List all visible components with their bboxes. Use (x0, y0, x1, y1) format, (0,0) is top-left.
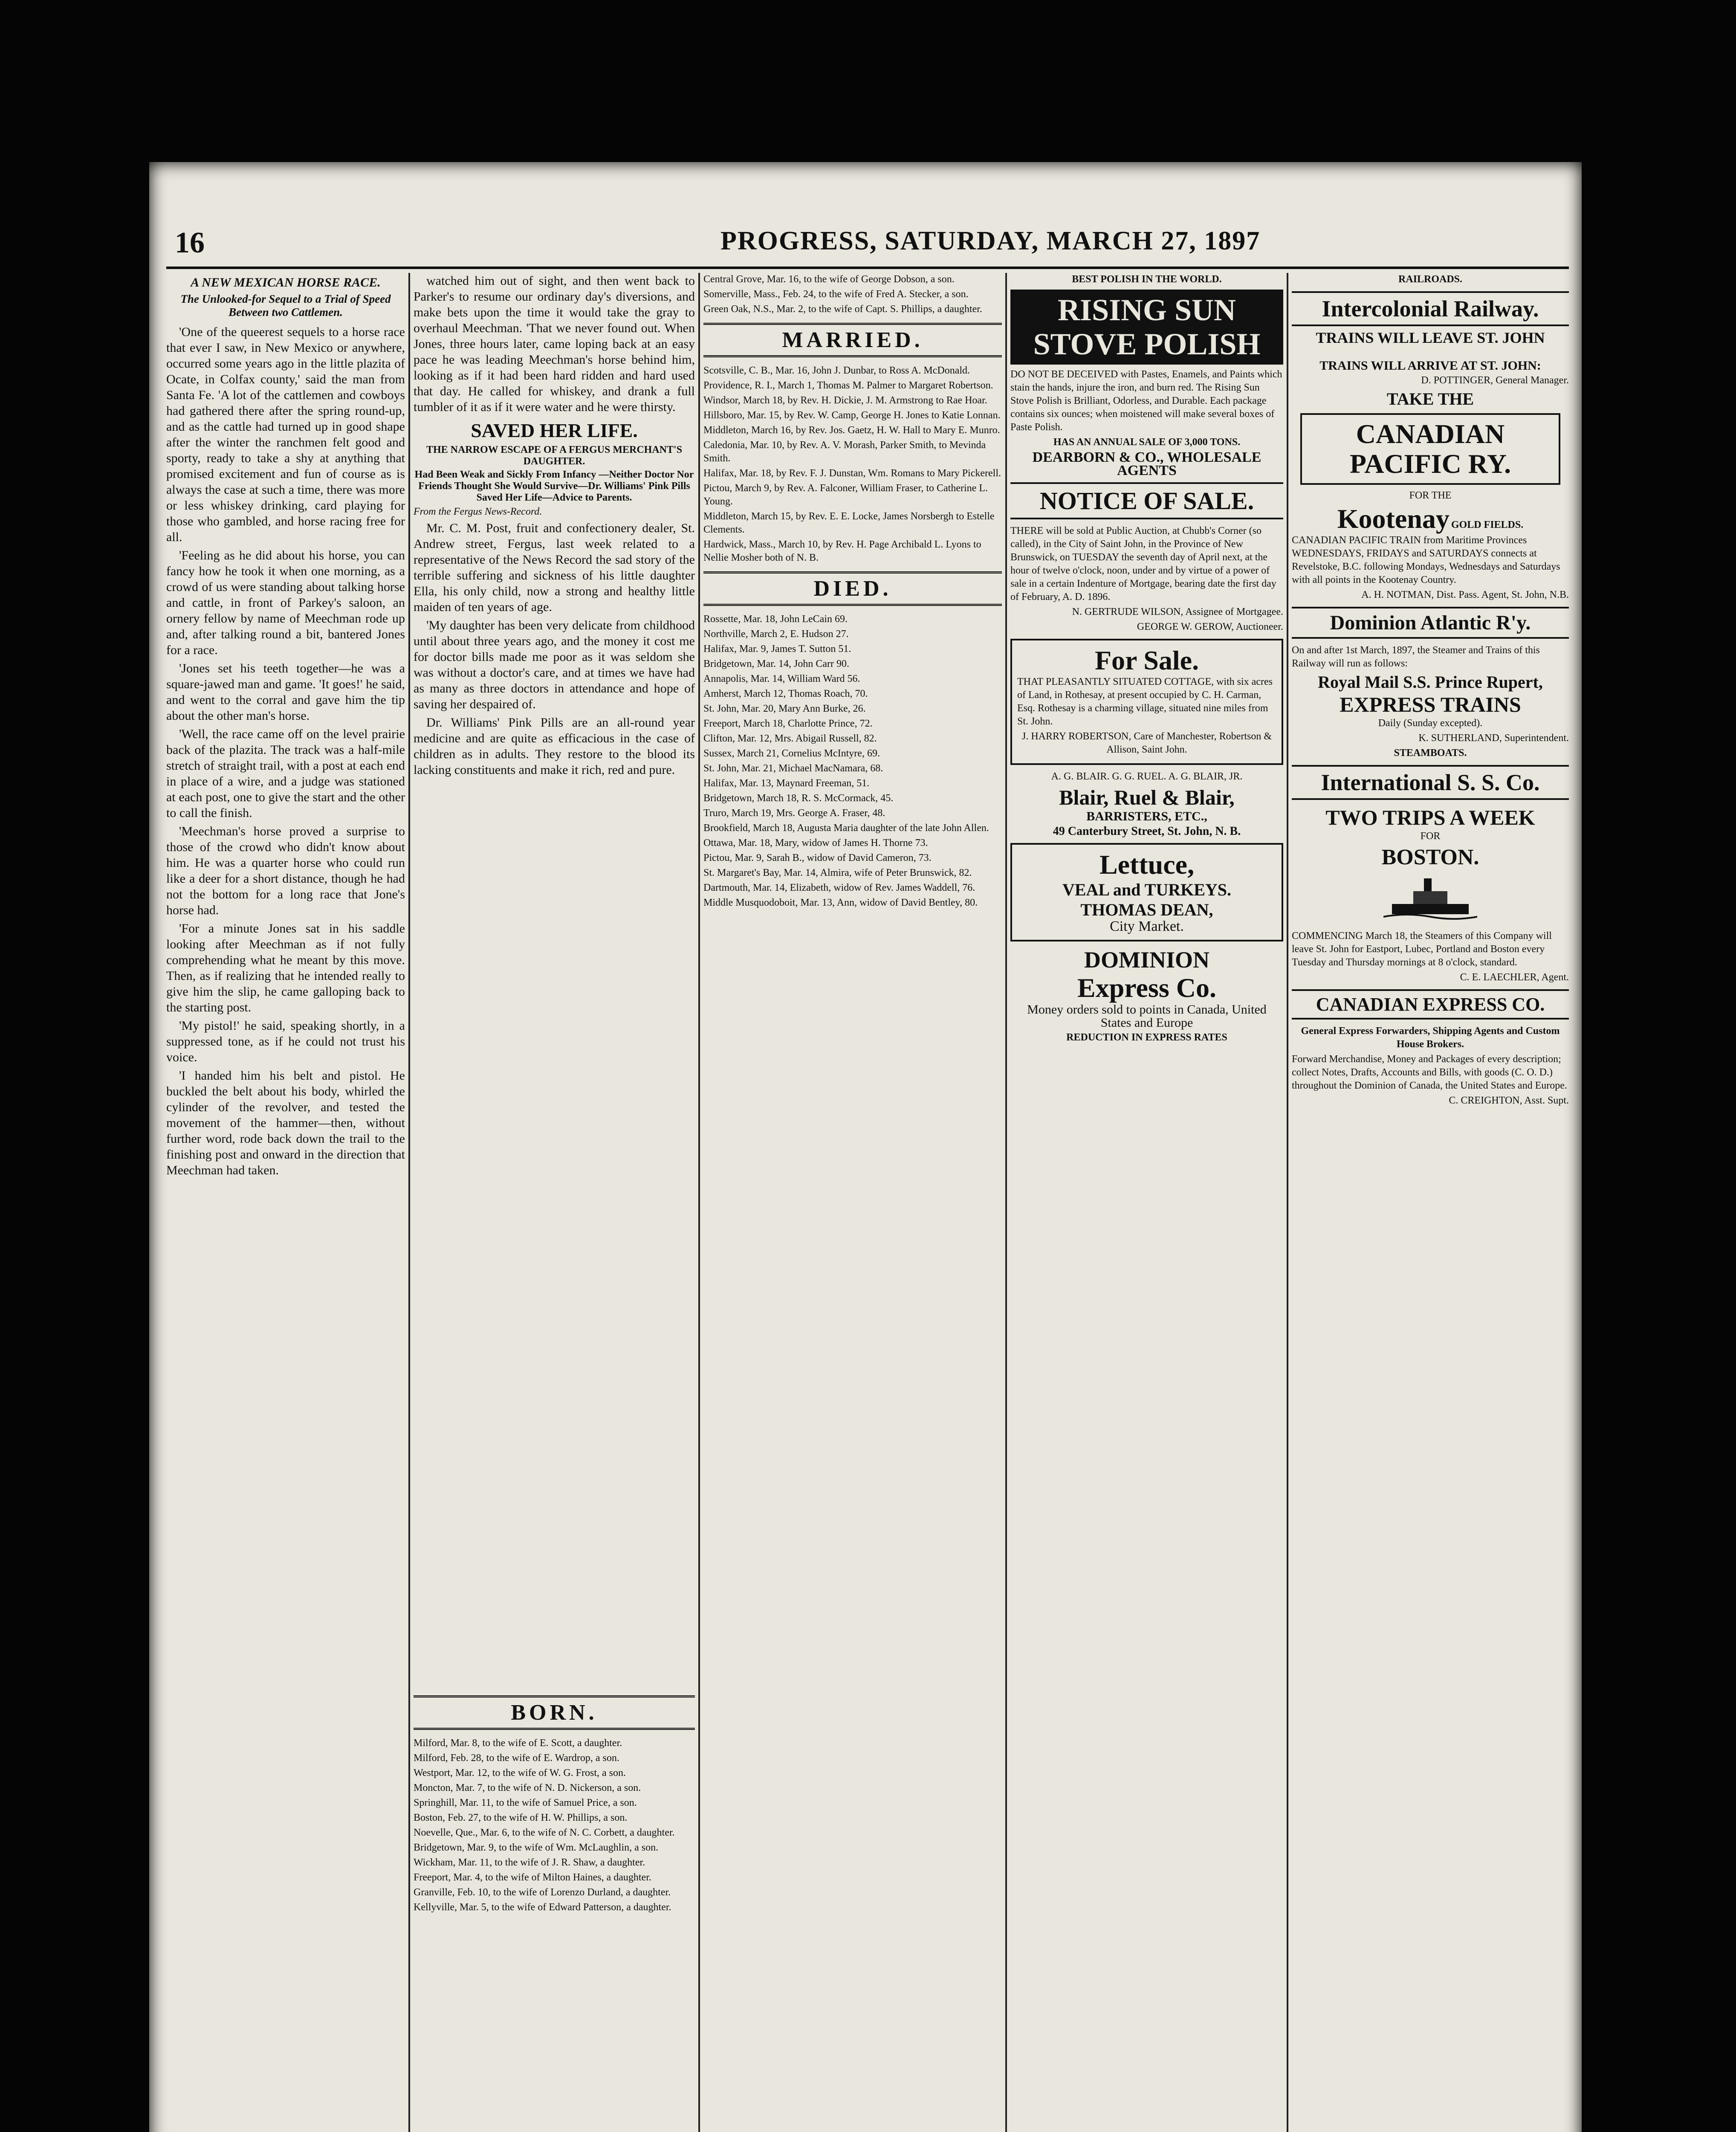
intercolonial-leave: TRAINS WILL LEAVE ST. JOHN (1316, 329, 1545, 346)
dominion-atlantic-title: Dominion Atlantic R'y. (1292, 607, 1569, 639)
list-item: Boston, Feb. 27, to the wife of H. W. Phillips, a son. (414, 1812, 628, 1823)
lettuce-name: THOMAS DEAN, (1080, 900, 1213, 919)
list-item: Middle Musquodoboit, Mar. 13, Ann, widow of David Bentley, 80. (703, 897, 978, 908)
express-trains-daily: Daily (Sunday excepted). (1378, 718, 1483, 729)
iss-for: FOR (1420, 831, 1441, 842)
iss-text: COMMENCING March 18, the Steamers of this Company will leave St. John for Eastport, Lubec, Portland and Boston every Tuesday and Thursday mornings at 8 o'clock, standard. (1292, 930, 1552, 968)
lettuce-place: City Market. (1110, 918, 1184, 934)
law-firm-title: Blair, Ruel & Blair, (1059, 785, 1235, 809)
list-item: Wickham, Mar. 11, to the wife of J. R. Shaw, a daughter. (414, 1857, 645, 1868)
polish-agent: DEARBORN & CO., WHOLESALE AGENTS (1032, 449, 1261, 478)
list-item: Middleton, March 16, by Rev. Jos. Gaetz, H. W. Hall to Mary E. Munro. (703, 425, 1000, 436)
canadian-express-sub: General Express Forwarders, Shipping Agents and Custom House Brokers. (1301, 1025, 1560, 1050)
polish-kicker: BEST POLISH IN THE WORLD. (1072, 274, 1222, 285)
dominion-atlantic-text: On and after 1st March, 1897, the Steamer and Trains of this Railway will run as follows: (1292, 645, 1540, 669)
list-item: Providence, R. I., March 1, Thomas M. Palmer to Margaret Robertson. (703, 380, 993, 391)
paragraph: Dr. Williams' Pink Pills are an all-round year medicine and are quite as efficacious in the case of children as in adults. They restore to the blood its lacking constituents and make it rich, red and pure. (414, 715, 695, 777)
column-horse-race (166, 273, 405, 2132)
intercolonial-arrive: TRAINS WILL ARRIVE AT ST. JOHN: (1319, 359, 1541, 373)
list-item: Northville, March 2, E. Hudson 27. (703, 629, 849, 640)
list-item: St. Margaret's Bay, Mar. 14, Almira, wife of Peter Brunswick, 82. (703, 867, 972, 878)
steamboats-heading: STEAMBOATS. (1394, 747, 1467, 759)
page-number: 16 (175, 226, 205, 259)
notice-auctioneer: GEORGE W. GEROW, Auctioneer. (1137, 621, 1283, 632)
polish-sale: HAS AN ANNUAL SALE OF 3,000 TONS. (1053, 437, 1241, 448)
paragraph: watched him out of sight, and then went back to Parker's to resume our ordinary day's diversions, and make bets upon the time it would take the gray to overhaul Meechman. 'That we never found out. When Jones, three hours later, came loping back at an easy pace he was leading Meechman's horse behind him, looking as if it had been hard ridden and hard used that day. He called for whiskey, and drank a full tumbler of it as if it were water and he were thirsty. (414, 274, 695, 414)
list-item: Freeport, March 18, Charlotte Prince, 72. (703, 718, 873, 729)
list-item: Milford, Feb. 28, to the wife of E. Wardrop, a son. (414, 1753, 619, 1764)
cpr-text: CANADIAN PACIFIC TRAIN from Maritime Provinces WEDNESDAYS, FRIDAYS and SATURDAYS connects at Revelstoke, B.C. following Mondays, Wednesdays and Saturdays with all points in the Kootenay Country. (1292, 535, 1560, 585)
paragraph: 'I handed him his belt and pistol. He buckled the belt about his body, whirled the cylinder of the revolver, and tested the movement of the hammer—then, without further word, rode back down the trail to the finishing post and onward in the direction that Meechman had taken. (166, 1069, 405, 1177)
list-item: Noevelle, Que., Mar. 6, to the wife of N. C. Corbett, a daughter. (414, 1827, 675, 1838)
iss-signature: C. E. LAECHLER, Agent. (1460, 972, 1569, 983)
dateline: PROGRESS, SATURDAY, MARCH 27, 1897 (720, 226, 1261, 255)
for-sale-ad (1010, 639, 1283, 765)
cpr-signature: A. H. NOTMAN, Dist. Pass. Agent, St. John, N.B. (1361, 589, 1569, 600)
cpr-take: TAKE THE (1386, 389, 1474, 408)
railroads-heading: RAILROADS. (1398, 274, 1463, 285)
list-item: Milford, Mar. 8, to the wife of E. Scott, a daughter. (414, 1738, 622, 1749)
paragraph: 'My daughter has been very delicate from childhood until about three years ago, and the money it cost me for doctor bills made me poor as it was seldom she was without a doctor's care, and at times we have had as many as three doctors in attendance and hope of saving her despaired of. (414, 618, 695, 711)
list-item: Central Grove, Mar. 16, to the wife of George Dobson, a son. (703, 274, 955, 285)
notice-of-sale-title: NOTICE OF SALE. (1010, 482, 1283, 519)
notice-text: THERE will be sold at Public Auction, at Chubb's Corner (so called), in the City of Saint John, in the Province of New Brunswick, on TUESDAY the seventh day of April next, at the hour of twelve o'clock, noon, under and by virtue of a power of sale in a certain Indenture of Mortgage, bearing date the first day of February, A. D. 1896. (1010, 525, 1276, 603)
column-rule (698, 273, 700, 2132)
born-section (414, 1689, 695, 2123)
list-item: Middleton, March 15, by Rev. E. E. Locke, James Norsbergh to Estelle Clements. (703, 511, 995, 535)
list-item: Kellyville, Mar. 5, to the wife of Edward Patterson, a daughter. (414, 1902, 671, 1913)
lettuce-title: Lettuce, (1099, 849, 1195, 880)
list-item: Caledonia, Mar. 10, by Rev. A. V. Morash, Parker Smith, to Mevinda Smith. (703, 440, 986, 464)
paragraph: 'For a minute Jones sat in his saddle looking after Meechman as if not fully comprehending what he meant by this move. Then, as if realizing that he intended really to give him the slip, he came galloping back to the starting post. (166, 921, 405, 1014)
list-item: Green Oak, N.S., Mar. 2, to the wife of Capt. S. Phillips, a daughter. (703, 304, 982, 315)
list-item: St. John, Mar. 20, Mary Ann Burke, 26. (703, 703, 866, 714)
law-firm-sub: BARRISTERS, ETC., (1086, 809, 1207, 823)
express-rates-heading: REDUCTION IN EXPRESS RATES (1066, 1032, 1227, 1043)
paragraph: 'Jones set his teeth together—he was a square-jawed man and game. 'It goes!' he said, and went to the corral and gave him the tip about the other man's horse. (166, 661, 405, 723)
cpr-for: FOR THE (1409, 490, 1452, 501)
article-subdeck: Had Been Weak and Sickly From Infancy —Neither Doctor Nor Friends Thought She Would Survive—Dr. Williams' Pink Pills Saved Her Life—Advice to Parents. (414, 469, 694, 503)
column-rule (408, 273, 410, 2132)
lettuce-sub: VEAL and TURKEYS. (1062, 880, 1232, 899)
paragraph: 'Well, the race came off on the level prairie back of the plazita. The track was a half-mile stretch of straight trail, with a post at each end in place of a wire, and a judge was stationed at each post, one to give the start and the other to call the finish. (166, 727, 405, 820)
cpr-logo: CANADIAN PACIFIC RY. (1300, 413, 1560, 485)
for-sale-title: For Sale. (1094, 645, 1199, 675)
list-item: Halifax, Mar. 18, by Rev. F. J. Dunstan, Wm. Romans to Mary Pickerell. (703, 468, 1001, 479)
list-item: Springhill, Mar. 11, to the wife of Samuel Price, a son. (414, 1797, 637, 1808)
for-sale-contact: J. HARRY ROBERTSON, Care of Manchester, Robertson & Allison, Saint John. (1022, 731, 1272, 755)
list-item: Scotsville, C. B., Mar. 16, John J. Dunbar, to Ross A. McDonald. (703, 365, 970, 376)
law-partners: A. G. BLAIR. G. G. RUEL. A. G. BLAIR, JR. (1051, 771, 1243, 782)
masthead-rule (166, 266, 1569, 269)
rising-sun-logo: RISING SUN STOVE POLISH (1010, 290, 1283, 365)
article-headline: SAVED HER LIFE. (471, 420, 638, 441)
list-item: Annapolis, Mar. 14, William Ward 56. (703, 673, 860, 684)
list-item: Bridgetown, Mar. 9, to the wife of Wm. McLaughlin, a son. (414, 1842, 659, 1853)
list-item: Pictou, Mar. 9, Sarah B., widow of David Cameron, 73. (703, 852, 932, 863)
dominion-atlantic-signature: K. SUTHERLAND, Superintendent. (1418, 733, 1569, 744)
column-advertisements (1010, 273, 1283, 2132)
masthead (149, 226, 1582, 264)
list-item: Amherst, March 12, Thomas Roach, 70. (703, 688, 868, 699)
article-deck: The Unlooked-for Sequel to a Trial of Speed Between two Cattlemen. (180, 293, 391, 319)
list-item: Halifax, Mar. 9, James T. Sutton 51. (703, 643, 851, 655)
newspaper-page (149, 162, 1582, 2132)
for-sale-text: THAT PLEASANTLY SITUATED COTTAGE, with six acres of Land, in Rothesay, at present occupied by C. H. Carman, Esq. Rothesay is a charming village, situated nine miles from St. John. (1017, 676, 1273, 727)
column-rule (1287, 273, 1288, 2132)
article-deck: THE NARROW ESCAPE OF A FERGUS MERCHANT'S DAUGHTER. (426, 444, 683, 467)
dominion-atlantic-ship: Royal Mail S.S. Prince Rupert, (1318, 672, 1543, 692)
list-item: Somerville, Mass., Feb. 24, to the wife of Fred A. Stecker, a son. (703, 289, 969, 300)
lettuce-ad (1010, 843, 1283, 941)
paragraph: 'One of the queerest sequels to a horse race that ever I saw, in New Mexico or anywhere, occurred some years ago in the little plazita of Ocate, in Colfax county,' said the man from Santa Fe. 'A lot of the cattlemen and cowboys had gathered there after the spring round-up, and as the cattle had turned up in good shape after the winter the ranchmen felt good and sporty, ready to take a shy at anything that promised excitement and fun of course as is always the case at such a time, there was more or less whiskey drinking, card playing for those who gambled, and horse racing free for all. (166, 325, 405, 544)
article-source: From the Fergus News-Record. (414, 506, 542, 517)
notice-signature: N. GERTRUDE WILSON, Assignee of Mortgagee. (1072, 606, 1283, 617)
paragraph: 'Feeling as he did about his horse, you can fancy how he took it when one morning, as a crowd of us were standing about talking horse and cattle, in front of Parkey's saloon, an ornery fellow by name of Meechman rode up and, after talking round a bit, bantered Jones for a race. (166, 548, 405, 657)
column-notices (703, 273, 1002, 2132)
list-item: Sussex, March 21, Cornelius McIntyre, 69. (703, 748, 880, 759)
list-item: Hardwick, Mass., March 10, by Rev. H. Page Archibald L. Lyons to Nellie Mosher both of N. B. (703, 539, 981, 563)
international-ss-title: International S. S. Co. (1292, 765, 1569, 800)
list-item: Granville, Feb. 10, to the wife of Lorenzo Durland, a daughter. (414, 1887, 671, 1898)
kootenay-label: Kootenay (1337, 504, 1450, 534)
list-item: Rossette, Mar. 18, John LeCain 69. (703, 614, 848, 625)
list-item: Pictou, March 9, by Rev. A. Falconer, William Fraser, to Catherine L. Young. (703, 483, 988, 507)
express-text: Money orders sold to points in Canada, United States and Europe (1027, 1002, 1267, 1030)
paragraph: 'My pistol!' he said, speaking shortly, in a suppressed tone, as if he could not trust his voice. (166, 1019, 405, 1064)
list-item: Hillsboro, Mar. 15, by Rev. W. Camp, George H. Jones to Katie Lonnan. (703, 410, 1001, 421)
canadian-express-signature: C. CREIGHTON, Asst. Supt. (1449, 1095, 1569, 1106)
polish-text: DO NOT BE DECEIVED with Pastes, Enamels, and Paints which stain the hands, injure the iron, and burn red. The Rising Sun Stove Polish is Brilliant, Odorless, and Durable. Each package contains six ounces; when moistened will make several boxes of Paste Polish. (1010, 369, 1282, 433)
list-item: Ottawa, Mar. 18, Mary, widow of James H. Thorne 73. (703, 837, 928, 849)
intercolonial-signature: D. POTTINGER, General Manager. (1421, 375, 1569, 386)
express-sub: Express Co. (1077, 973, 1216, 1003)
list-item: Truro, March 19, Mrs. George A. Fraser, 48. (703, 808, 885, 819)
two-trips-heading: TWO TRIPS A WEEK (1325, 805, 1535, 829)
column-rule (1005, 273, 1007, 2132)
canadian-express-title: CANADIAN EXPRESS CO. (1292, 989, 1569, 1020)
list-item: St. John, Mar. 21, Michael MacNamara, 68. (703, 763, 883, 774)
boston-heading: BOSTON. (1381, 845, 1479, 869)
article-kicker: A NEW MEXICAN HORSE RACE. (191, 275, 381, 290)
list-item: Moncton, Mar. 7, to the wife of N. D. Nickerson, a son. (414, 1782, 641, 1793)
intercolonial-title: Intercolonial Railway. (1292, 291, 1569, 326)
article-body (414, 273, 695, 415)
list-item: Brookfield, March 18, Augusta Maria daughter of the late John Allen. (703, 823, 989, 834)
list-item: Freeport, Mar. 4, to the wife of Milton Haines, a daughter. (414, 1872, 651, 1883)
list-item: Halifax, Mar. 13, Maynard Freeman, 51. (703, 778, 870, 789)
express-title: DOMINION (1084, 947, 1209, 973)
section-heading-married: MARRIED. (703, 323, 1002, 357)
paragraph: Mr. C. M. Post, fruit and confectionery dealer, St. Andrew street, Fergus, last week related to a representative of the News Record the sad story of the terrible suffering and sickness of his little daughter Ella, his only child, now a strong and healthy little maiden of ten years of age. (414, 521, 695, 614)
column-railroads (1292, 273, 1569, 2132)
list-item: Bridgetown, Mar. 14, John Carr 90. (703, 658, 849, 669)
section-heading-born: BORN. (414, 1695, 695, 1730)
express-trains-heading: EXPRESS TRAINS (1340, 692, 1521, 716)
law-firm-address: 49 Canterbury Street, St. John, N. B. (1053, 825, 1241, 838)
list-item: Clifton, Mar. 12, Mrs. Abigail Russell, 82. (703, 733, 877, 744)
paragraph: 'Meechman's horse proved a surprise to those of the crowd who didn't know about him. He was a quarter horse who could run like a deer for a short distance, though he had not the bottom for a long race that Jone's horse had. (166, 824, 405, 917)
article-body (414, 520, 695, 778)
list-item: Westport, Mar. 12, to the wife of W. G. Frost, a son. (414, 1767, 626, 1779)
list-item: Windsor, March 18, by Rev. H. Dickie, J. M. Armstrong to Rae Hoar. (703, 395, 987, 406)
timetable-placeholder (1292, 346, 1569, 359)
canadian-express-text: Forward Merchandise, Money and Packages of every description; collect Notes, Drafts, Accounts and Bills, with goods (C. O. D.) throughout the Dominion of Canada, the United States and Europe. (1292, 1054, 1567, 1091)
cpr-kootenay (1292, 504, 1569, 534)
list-item: Bridgetown, March 18, R. S. McCormack, 45. (703, 793, 894, 804)
list-item: Dartmouth, Mar. 14, Elizabeth, widow of Rev. James Waddell, 76. (703, 882, 975, 893)
gold-fields-label: GOLD FIELDS. (1451, 519, 1524, 530)
steamship-icon (1383, 874, 1477, 925)
article-body (166, 324, 405, 1178)
section-heading-died: DIED. (703, 571, 1002, 606)
